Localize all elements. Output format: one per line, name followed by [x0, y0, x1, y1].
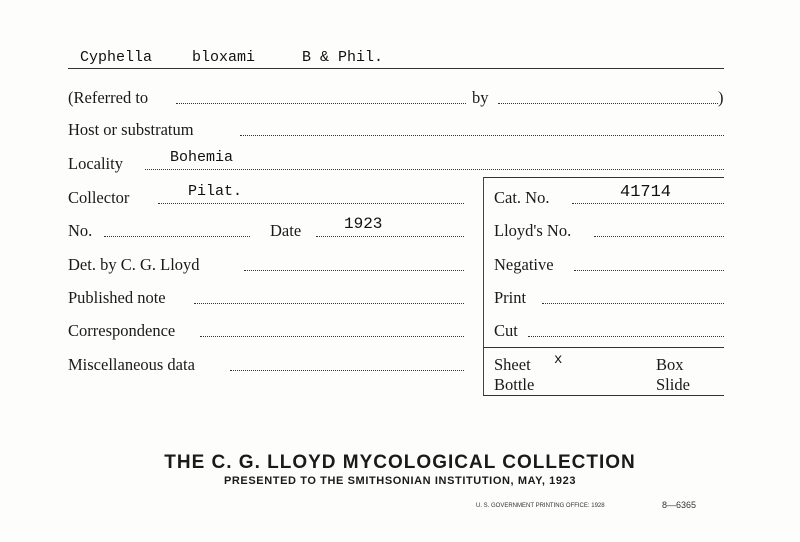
negative-line[interactable]	[574, 270, 724, 271]
collection-subtitle: PRESENTED TO THE SMITHSONIAN INSTITUTION, MAY, 1923	[223, 475, 577, 487]
negative-label: Negative	[494, 255, 554, 274]
cat-no-label: Cat. No.	[494, 188, 550, 207]
collector-value: Pilat.	[188, 183, 243, 200]
det-by-line[interactable]	[244, 270, 464, 271]
correspondence-label: Correspondence	[68, 321, 176, 340]
cat-no-value: 41714	[620, 183, 672, 202]
date-value: 1923	[344, 215, 383, 233]
host-label: Host or substratum	[68, 120, 194, 139]
specimen-name-rule	[68, 68, 724, 69]
sheet-label: Sheet	[494, 355, 531, 374]
lloyds-no-label: Lloyd's No.	[494, 221, 572, 240]
collection-title: THE C. G. LLOYD MYCOLOGICAL COLLECTION	[164, 452, 636, 473]
collector-label: Collector	[68, 188, 130, 207]
cut-label: Cut	[494, 321, 518, 340]
by-label: by	[472, 88, 489, 107]
box-mid-rule	[483, 347, 724, 348]
locality-label: Locality	[68, 154, 123, 173]
host-line[interactable]	[240, 135, 724, 136]
misc-label: Miscellaneous data	[68, 355, 195, 374]
correspondence-line[interactable]	[200, 336, 464, 337]
lloyds-no-line[interactable]	[594, 236, 724, 237]
det-by-label: Det. by C. G. Lloyd	[68, 255, 200, 274]
cat-no-line[interactable]	[572, 203, 724, 204]
no-label: No.	[68, 221, 93, 240]
cut-line[interactable]	[528, 336, 724, 337]
misc-line[interactable]	[230, 370, 464, 371]
sheet-mark: x	[554, 352, 563, 368]
referred-to-label: (Referred to	[68, 88, 149, 107]
specimen-genus: Cyphella	[80, 49, 153, 66]
locality-line[interactable]	[145, 169, 724, 170]
box-bottom-rule	[483, 395, 724, 396]
published-label: Published note	[68, 288, 166, 307]
close-paren: )	[718, 88, 724, 107]
box-top-rule	[483, 177, 724, 178]
box-label: Box	[656, 355, 684, 374]
by-line[interactable]	[498, 103, 718, 104]
bottle-label: Bottle	[494, 375, 535, 394]
slide-label: Slide	[656, 375, 690, 394]
locality-value: Bohemia	[170, 149, 234, 166]
no-line[interactable]	[104, 236, 250, 237]
specimen-authority: B & Phil.	[302, 49, 384, 66]
published-line[interactable]	[194, 303, 464, 304]
form-number: 8—6365	[662, 500, 697, 510]
specimen-species: bloxami	[192, 49, 256, 66]
collector-line[interactable]	[158, 203, 464, 204]
date-label: Date	[270, 221, 302, 240]
date-line[interactable]	[316, 236, 464, 237]
printer-imprint: U. S. GOVERNMENT PRINTING OFFICE: 1928	[476, 503, 605, 509]
print-line[interactable]	[542, 303, 724, 304]
box-left-rule	[483, 177, 484, 395]
referred-to-line[interactable]	[176, 103, 466, 104]
print-label: Print	[494, 288, 527, 307]
